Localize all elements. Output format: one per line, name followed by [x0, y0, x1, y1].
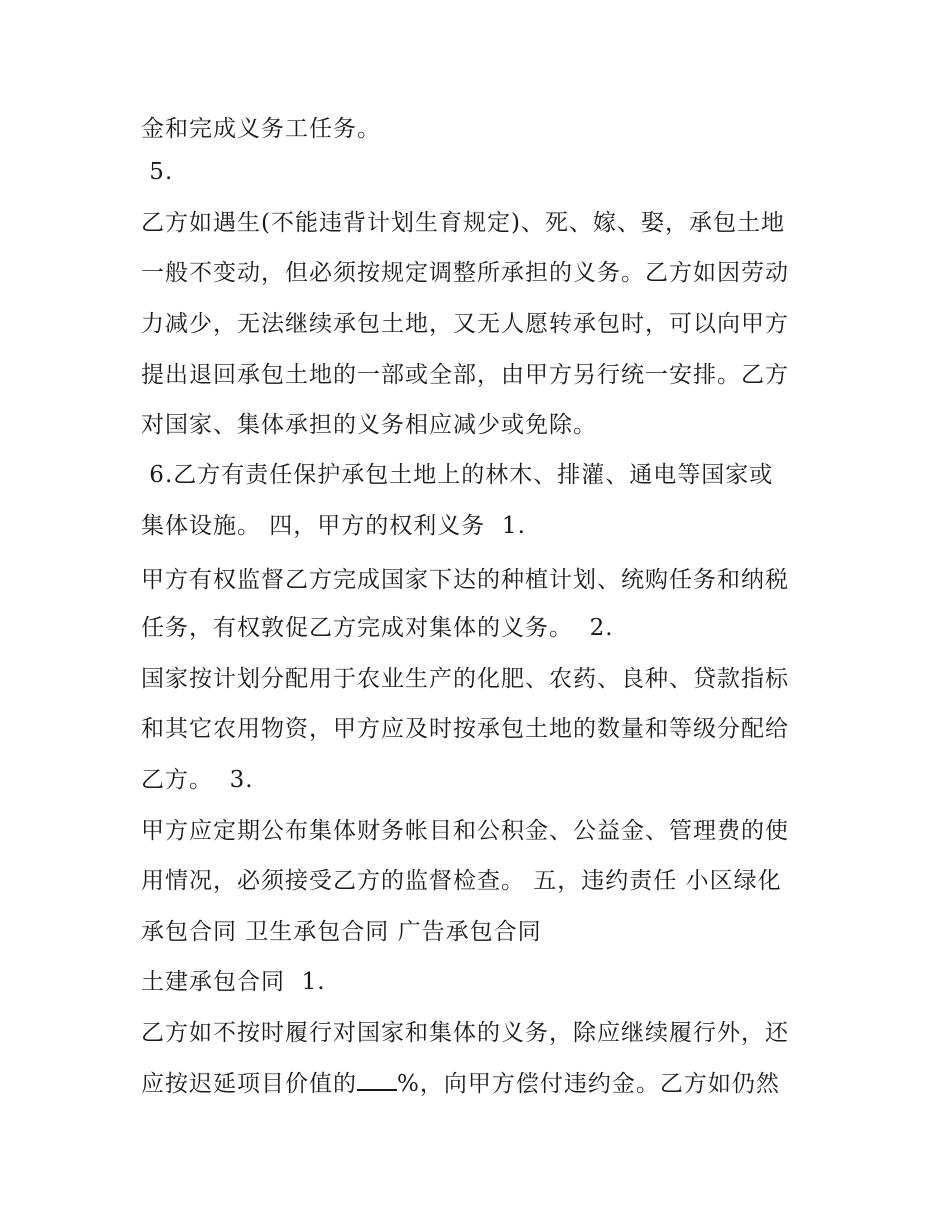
text-line: 乙方如不按时履行对国家和集体的义务，除应继续履行外，还	[141, 1020, 789, 1046]
text-line: 乙方。 3.	[141, 767, 254, 793]
text-line: 任务，有权敦促乙方完成对集体的义务。 2.	[141, 615, 614, 641]
text-line: 承包合同 卫生承包合同 广告承包合同	[141, 919, 542, 945]
text-line: 用情况，必须接受乙方的监督检查。 五，违约责任 小区绿化	[141, 868, 782, 894]
text-line: 6.乙方有责任保护承包土地上的林木、排灌、通电等国家或	[141, 462, 774, 488]
text-before-blank: 应按迟延项目价值的	[141, 1071, 357, 1097]
text-line-with-blank	[141, 1069, 780, 1099]
text-line: 乙方如遇生(不能违背计划生育规定)、死、嫁、娶，承包土地	[141, 210, 785, 236]
text-line: 力减少，无法继续承包土地，又无人愿转承包时，可以向甲方	[141, 311, 789, 337]
text-line: 提出退回承包土地的一部或全部，由甲方另行统一安排。乙方	[141, 362, 789, 388]
text-line: 甲方有权监督乙方完成国家下达的种植计划、统购任务和纳税	[141, 567, 789, 593]
text-line: 一般不变动，但必须按规定调整所承担的义务。乙方如因劳动	[141, 260, 789, 286]
text-line: 国家按计划分配用于农业生产的化肥、农药、良种、贷款指标	[141, 666, 789, 692]
text-line: 集体设施。 四，甲方的权利义务 1.	[141, 513, 526, 539]
text-line: 甲方应定期公布集体财务帐目和公积金、公益金、管理费的使	[141, 818, 789, 844]
text-line: 对国家、集体承担的义务相应减少或免除。	[141, 412, 597, 438]
fill-in-blank	[357, 1069, 397, 1091]
text-after-blank: %，向甲方偿付违约金。乙方如仍然	[397, 1071, 780, 1097]
text-line: 5.	[141, 159, 174, 185]
text-line: 土建承包合同 1.	[141, 969, 326, 995]
text-line: 和其它农用物资，甲方应及时按承包土地的数量和等级分配给	[141, 716, 789, 742]
text-line: 金和完成义务工任务。	[141, 116, 381, 142]
